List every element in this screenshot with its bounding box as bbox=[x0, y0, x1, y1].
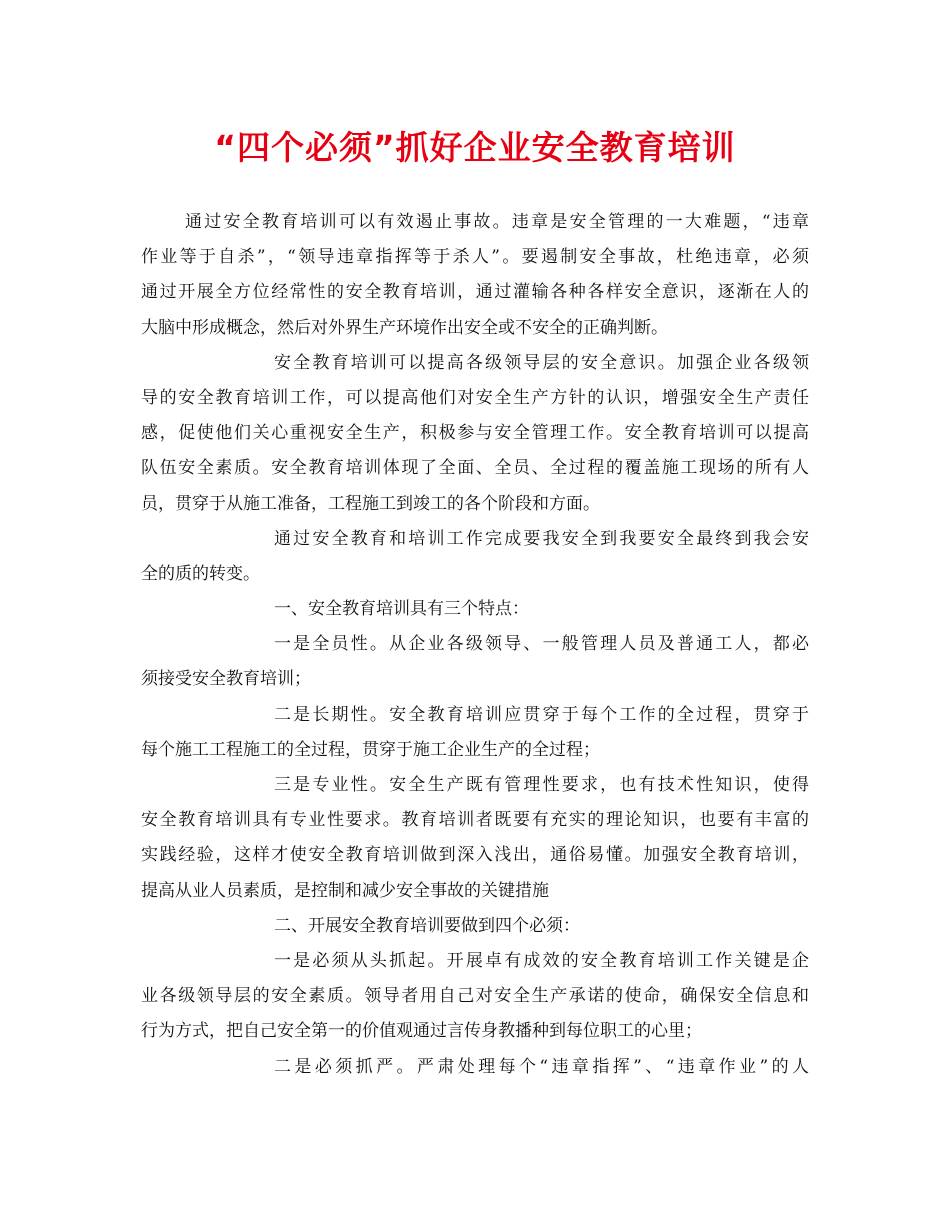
text-line: 实践经验，这样才使安全教育培训做到深入浅出，通俗易懂。加强安全教育培训， bbox=[141, 845, 809, 866]
text-line: 一是全员性。从企业各级领导、一般管理人员及普通工人，都必 bbox=[274, 634, 809, 655]
text-line: 二是长期性。安全教育培训应贯穿于每个工作的全过程，贯穿于 bbox=[274, 704, 809, 725]
text-line: 提高从业人员素质，是控制和减少安全事故的关键措施 bbox=[141, 880, 549, 901]
text-line: 导的安全教育培训工作，可以提高他们对安全生产方针的认识，增强安全生产责任 bbox=[141, 387, 809, 408]
text-line: 通过安全教育和培训工作完成要我安全到我要安全最终到我会安 bbox=[274, 528, 809, 549]
text-line: 通过开展全方位经常性的安全教育培训，通过灌输各种各样安全意识，逐渐在人的 bbox=[141, 282, 809, 303]
text-line: 队伍安全素质。安全教育培训体现了全面、全员、全过程的覆盖施工现场的所有人 bbox=[141, 458, 809, 479]
text-line: 感，促使他们关心重视安全生产，积极参与安全管理工作。安全教育培训可以提高 bbox=[141, 423, 809, 444]
text-line: 须接受安全教育培训； bbox=[141, 669, 311, 690]
text-line: 大脑中形成概念，然后对外界生产环境作出安全或不安全的正确判断。 bbox=[141, 317, 668, 338]
text-line: 一是必须从头抓起。开展卓有成效的安全教育培训工作关键是企 bbox=[274, 950, 809, 971]
text-line: 二是必须抓严。严肃处理每个“违章指挥”、“违章作业”的人 bbox=[274, 1056, 809, 1077]
text-line: 每个施工工程施工的全过程，贯穿于施工企业生产的全过程； bbox=[141, 739, 600, 760]
text-line: 通过安全教育培训可以有效遏止事故。违章是安全管理的一大难题，“违章 bbox=[185, 212, 809, 232]
text-line: 作业等于自杀”，“领导违章指挥等于杀人”。要遏制安全事故，杜绝违章，必须 bbox=[141, 247, 809, 268]
text-line: 员，贯穿于从施工准备，工程施工到竣工的各个阶段和方面。 bbox=[141, 493, 600, 514]
text-line: 安全教育培训具有专业性要求。教育培训者既要有充实的理论知识，也要有丰富的 bbox=[141, 810, 809, 831]
text-line: 业各级领导层的安全素质。领导者用自己对安全生产承诺的使命，确保安全信息和 bbox=[141, 986, 809, 1007]
text-line: 安全教育培训可以提高各级领导层的安全意识。加强企业各级领 bbox=[274, 352, 809, 373]
text-line: 三是专业性。安全生产既有管理性要求，也有技术性知识，使得 bbox=[274, 775, 809, 795]
text-line: 行为方式，把自己安全第一的价值观通过言传身教播种到每位职工的心里； bbox=[141, 1021, 702, 1042]
text-line: 全的质的转变。 bbox=[141, 563, 260, 584]
section-heading: 一、安全教育培训具有三个特点： bbox=[274, 599, 529, 620]
document-body bbox=[141, 205, 809, 1085]
document-title: “四个必须”抓好企业安全教育培训 bbox=[214, 128, 736, 167]
section-heading: 二、开展安全教育培训要做到四个必须： bbox=[274, 915, 580, 936]
